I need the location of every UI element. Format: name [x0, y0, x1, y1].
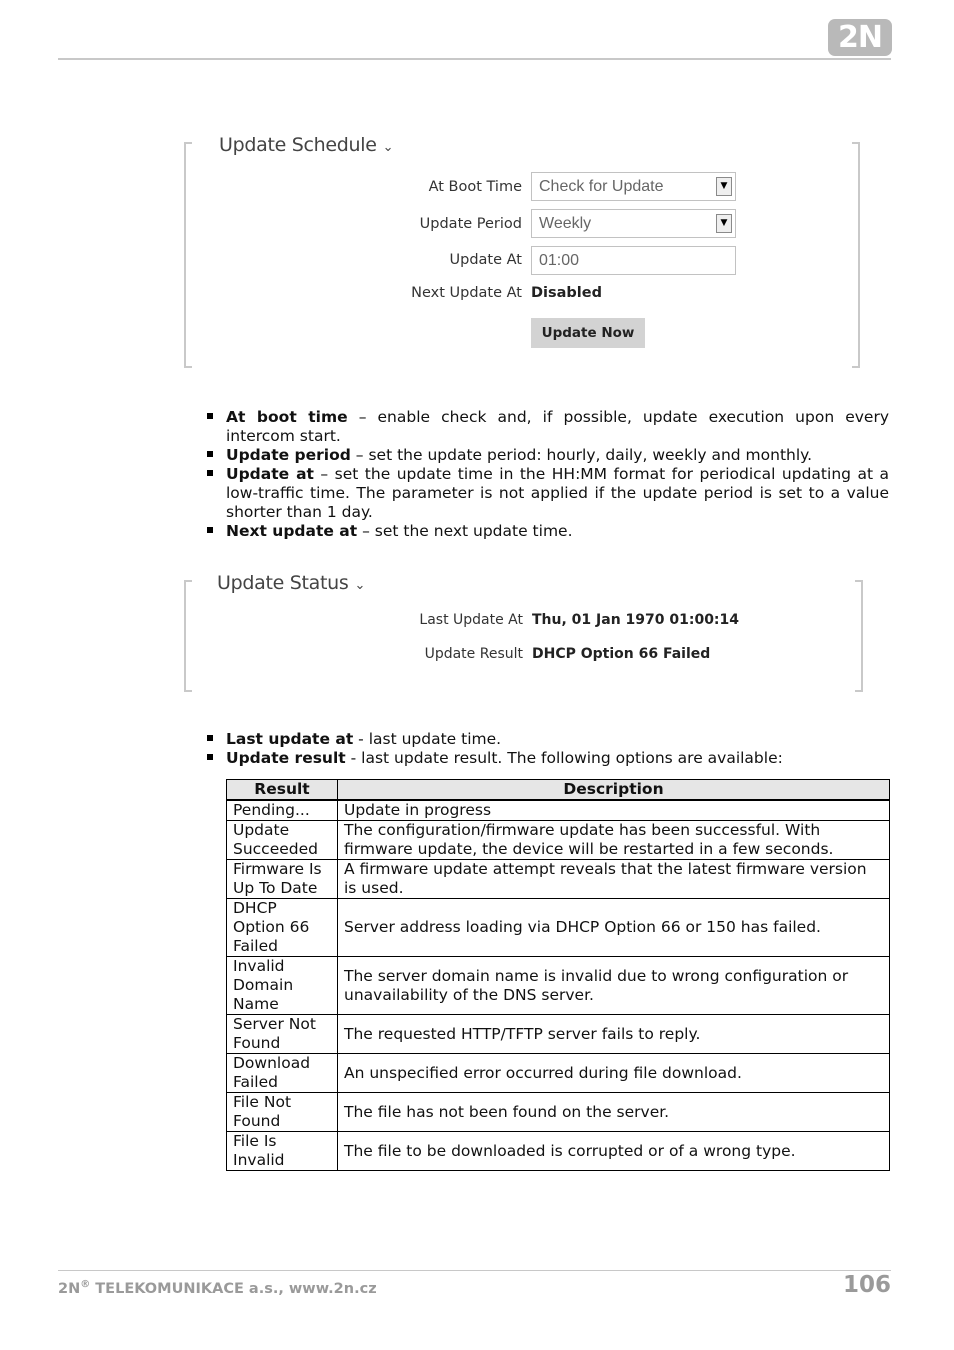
list-item: [207, 465, 889, 522]
bullet-term: Next update at: [226, 522, 358, 540]
table-row: [227, 860, 890, 899]
result-cell: DHCP Option 66 Failed: [227, 899, 338, 957]
update-status-title[interactable]: [217, 572, 365, 594]
bullet-icon: [207, 470, 213, 476]
select-value: Check for Update: [539, 178, 664, 195]
bullet-icon: [207, 413, 213, 419]
bullet-term: Update at: [226, 465, 314, 483]
result-cell: Pending...: [227, 800, 338, 821]
section-title-text: Update Status: [217, 572, 349, 594]
panel-bracket-left: [184, 580, 192, 692]
dropdown-arrow-icon: ▼: [716, 177, 732, 196]
description-cell: The requested HTTP/TFTP server fails to reply.: [338, 1015, 890, 1054]
next-update-label: Next Update At: [411, 285, 522, 301]
result-cell: File Is Invalid: [227, 1132, 338, 1171]
table-row: [227, 1054, 890, 1093]
bullet-text: - last update result. The following options are available:: [345, 749, 783, 767]
dropdown-arrow-icon: ▼: [716, 214, 732, 233]
description-cell: The configuration/firmware update has been successful. With firmware update, the device will be restarted in a few seconds.: [338, 821, 890, 860]
bullet-term: Update period: [226, 446, 351, 464]
table-row: [227, 1132, 890, 1171]
list-item: [207, 446, 889, 465]
chevron-down-icon: ⌄: [354, 578, 366, 593]
next-update-value: Disabled: [531, 285, 602, 301]
panel-bracket-left: [184, 142, 192, 368]
description-cell: Update in progress: [338, 800, 890, 821]
description-cell: Server address loading via DHCP Option 66 or 150 has failed.: [338, 899, 890, 957]
bullet-text: – enable check and, if possible, update execution upon every intercom start.: [226, 408, 889, 445]
description-cell: The file has not been found on the server.: [338, 1093, 890, 1132]
description-cell: The file to be downloaded is corrupted or of a wrong type.: [338, 1132, 890, 1171]
registered-mark: ®: [80, 1279, 91, 1290]
boot-time-select[interactable]: [531, 172, 736, 201]
description-cell: An unspecified error occurred during file download.: [338, 1054, 890, 1093]
select-value: Weekly: [539, 215, 592, 232]
update-at-input[interactable]: [531, 246, 736, 275]
bullet-term: Last update at: [226, 730, 354, 748]
input-value: 01:00: [539, 252, 580, 269]
update-at-label: Update At: [449, 252, 522, 268]
update-period-select[interactable]: [531, 209, 736, 238]
list-item: [207, 522, 889, 541]
description-cell: The server domain name is invalid due to wrong configuration or unavailability of the DNS server.: [338, 957, 890, 1015]
result-cell: Download Failed: [227, 1054, 338, 1093]
update-result-value: DHCP Option 66 Failed: [532, 646, 711, 662]
last-update-label: Last Update At: [419, 612, 523, 628]
boot-time-label: At Boot Time: [428, 179, 522, 195]
page-number: 106: [842, 1272, 891, 1298]
bullet-icon: [207, 735, 213, 741]
panel-bracket-right: [855, 580, 863, 692]
result-cell: File Not Found: [227, 1093, 338, 1132]
bullet-text: – set the update time in the HH:MM format for periodical updating at a low-traffic time. The parameter is not applied if the update period is set to a value shorter than 1 day.: [226, 465, 889, 521]
panel-bracket-right: [852, 142, 860, 368]
update-period-label: Update Period: [419, 216, 522, 232]
result-cell: Invalid Domain Name: [227, 957, 338, 1015]
bullet-icon: [207, 754, 213, 760]
list-item: [207, 730, 889, 749]
description-cell: A firmware update attempt reveals that the latest firmware version is used.: [338, 860, 890, 899]
bullet-term: At boot time: [226, 408, 348, 426]
bullet-text: – set the next update time.: [357, 522, 573, 540]
footer-divider: [58, 1270, 891, 1271]
2n-logo: 2N: [828, 19, 892, 56]
chevron-down-icon: ⌄: [382, 140, 394, 155]
update-results-table: [226, 779, 890, 1171]
footer-company-text: TELEKOMUNIKACE a.s., www.2n.cz: [90, 1280, 377, 1297]
table-row: [227, 1093, 890, 1132]
table-row: [227, 1015, 890, 1054]
table-row: [227, 899, 890, 957]
list-item: [207, 408, 889, 446]
bullet-term: Update result: [226, 749, 346, 767]
schedule-bullet-list: [207, 408, 889, 541]
result-cell: Firmware Is Up To Date: [227, 860, 338, 899]
list-item: [207, 749, 889, 768]
result-cell: Update Succeeded: [227, 821, 338, 860]
bullet-text: - last update time.: [353, 730, 502, 748]
footer-company: [58, 1279, 377, 1297]
header-divider: [58, 58, 891, 60]
table-row: [227, 821, 890, 860]
bullet-icon: [207, 451, 213, 457]
last-update-value: Thu, 01 Jan 1970 01:00:14: [532, 612, 740, 628]
bullet-icon: [207, 527, 213, 533]
column-header-result: Result: [227, 780, 338, 801]
update-schedule-title[interactable]: [219, 134, 393, 156]
footer-brand: 2N: [58, 1280, 81, 1297]
update-now-button[interactable]: Update Now: [531, 318, 645, 348]
column-header-description: Description: [338, 780, 890, 801]
table-row: [227, 800, 890, 821]
result-cell: Server Not Found: [227, 1015, 338, 1054]
table-header-row: [227, 780, 890, 801]
status-bullet-list: [207, 730, 889, 768]
table-row: [227, 957, 890, 1015]
update-result-label: Update Result: [424, 646, 523, 662]
section-title-text: Update Schedule: [219, 134, 377, 156]
bullet-text: – set the update period: hourly, daily, weekly and monthly.: [350, 446, 813, 464]
